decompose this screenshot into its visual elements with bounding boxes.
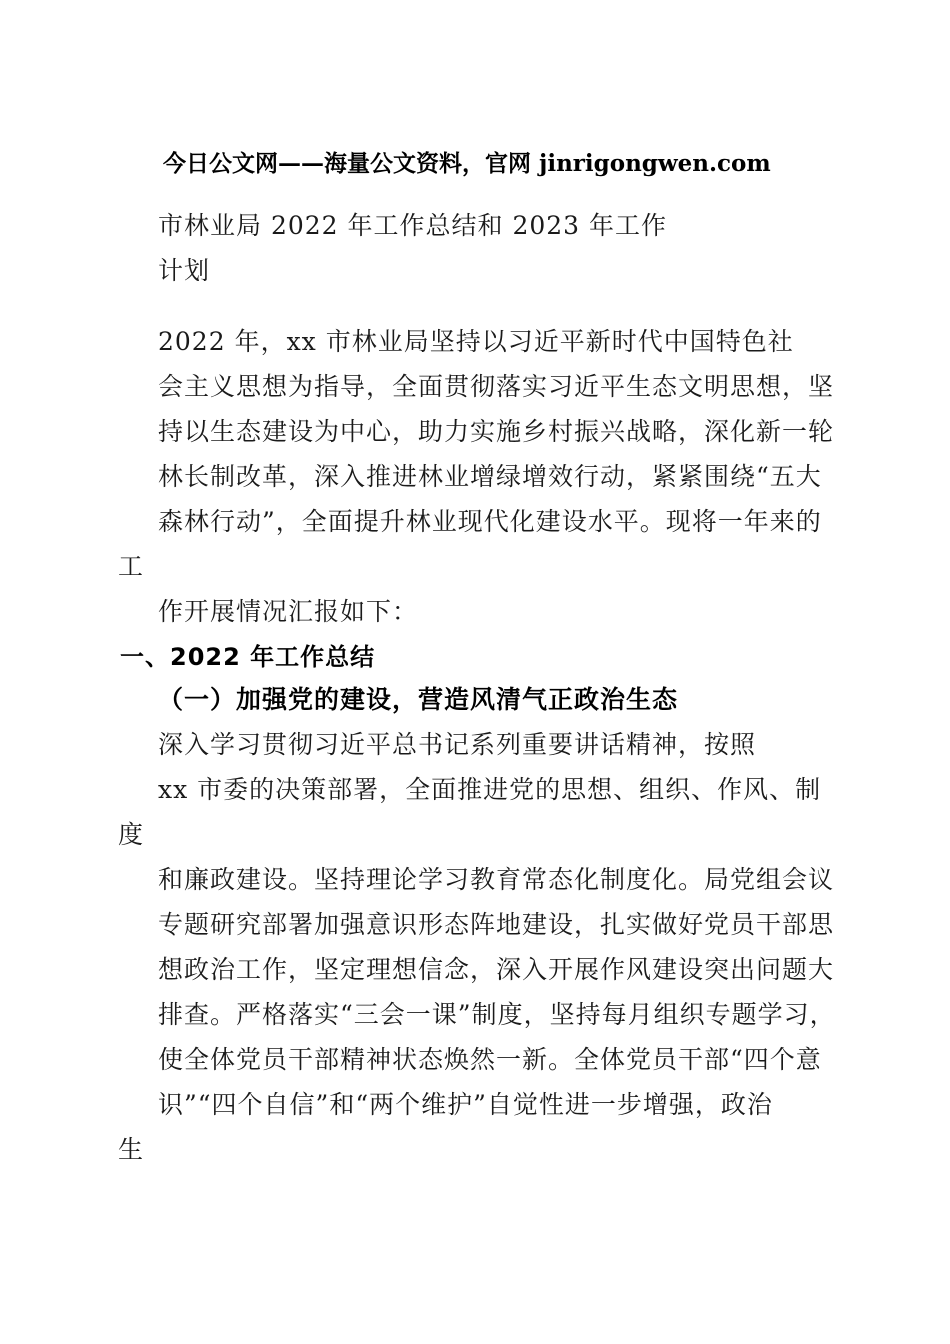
body-line: 深入学习贯彻习近平总书记系列重要讲话精神，按照 bbox=[158, 730, 757, 759]
body-line: 排查。严格落实“三会一课”制度，坚持每月组织专题学习， bbox=[158, 1000, 836, 1029]
intro-line: 森林行动”，全面提升林业现代化建设水平。现将一年来的 bbox=[158, 507, 822, 536]
intro-line: 作开展情况汇报如下： bbox=[158, 597, 419, 626]
intro-line: 会主义思想为指导，全面贯彻落实习近平生态文明思想，坚 bbox=[158, 372, 835, 401]
body-line: 识”“四个自信”和“两个维护”自觉性进一步增强，政治 bbox=[158, 1090, 773, 1119]
intro-line: 林长制改革，深入推进林业增绿增效行动，紧紧围绕“五大 bbox=[158, 462, 822, 491]
body-line: xx 市委的决策部署，全面推进党的思想、组织、作风、制 bbox=[158, 775, 822, 804]
subsection-heading: （一）加强党的建设，营造风清气正政治生态 bbox=[158, 685, 679, 714]
body-line: 生 bbox=[118, 1135, 145, 1164]
body-line: 想政治工作，坚定理想信念，深入开展作风建设突出问题大 bbox=[158, 955, 835, 984]
section-heading: 一、2022 年工作总结 bbox=[120, 643, 376, 671]
doc-title-line-2: 计划 bbox=[158, 256, 211, 285]
body-line: 度 bbox=[118, 820, 145, 849]
intro-line: 持以生态建设为中心，助力实施乡村振兴战略，深化新一轮 bbox=[158, 417, 835, 446]
site-header: 今日公文网——海量公文资料，官网 jinrigongwen.com bbox=[163, 150, 771, 177]
doc-title-line-1: 市林业局 2022 年工作总结和 2023 年工作 bbox=[158, 211, 668, 240]
intro-line: 2022 年，xx 市林业局坚持以习近平新时代中国特色社 bbox=[158, 327, 794, 356]
body-line: 和廉政建设。坚持理论学习教育常态化制度化。局党组会议 bbox=[158, 865, 835, 894]
intro-line: 工 bbox=[118, 552, 145, 581]
body-line: 专题研究部署加强意识形态阵地建设，扎实做好党员干部思 bbox=[158, 910, 835, 939]
body-line: 使全体党员干部精神状态焕然一新。全体党员干部“四个意 bbox=[158, 1045, 822, 1074]
